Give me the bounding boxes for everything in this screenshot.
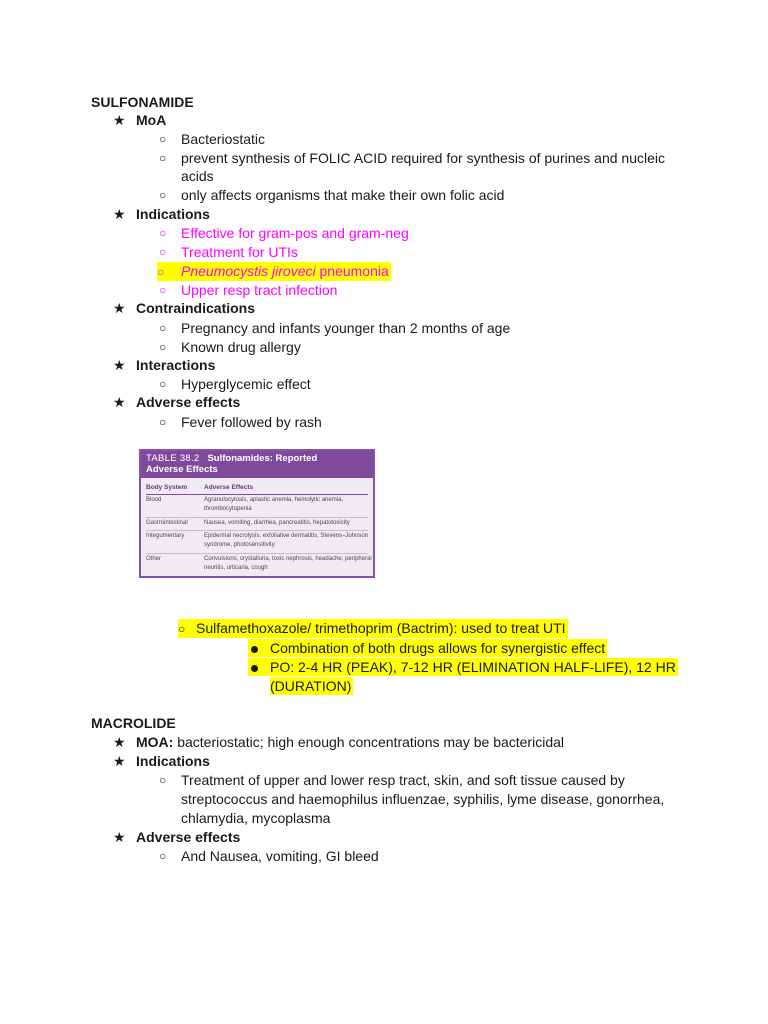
circle-bullet-icon: ○ bbox=[159, 132, 167, 146]
bactrim-item bbox=[178, 619, 568, 638]
table-header bbox=[141, 451, 373, 478]
indication-item: Effective for gram-pos and gram-neg bbox=[181, 225, 409, 241]
moa-item: Bacteriostatic bbox=[181, 131, 266, 147]
macrolide-adverse-item: And Nausea, vomiting, GI bleed bbox=[181, 848, 379, 864]
star-bullet-icon: ★ bbox=[113, 206, 126, 222]
table-row bbox=[146, 495, 368, 518]
macrolide-adverse-heading: Adverse effects bbox=[136, 829, 241, 845]
star-bullet-icon: ★ bbox=[113, 357, 126, 373]
table-number: TABLE 38.2 bbox=[146, 453, 200, 464]
bactrim-subitem-text: PO: 2-4 HR (PEAK), 7-12 HR (ELIMINATION HALF-LIFE), 12 HR bbox=[270, 659, 676, 675]
table-cell-system: Gastrointestinal bbox=[146, 520, 188, 526]
circle-bullet-icon: ○ bbox=[159, 773, 167, 787]
filled-bullet-icon bbox=[251, 665, 258, 672]
contraindication-item: Known drug allergy bbox=[181, 339, 301, 355]
moa-item-continued: acids bbox=[181, 168, 214, 184]
macrolide-moa-label: MOA: bbox=[136, 734, 174, 750]
bactrim-subitem-text: Combination of both drugs allows for synergistic effect bbox=[270, 640, 606, 656]
circle-bullet-icon: ○ bbox=[178, 622, 186, 636]
macrolide-indication-line: streptococcus and haemophilus influenzae, syphilis, lyme disease, gonorrhea, bbox=[181, 791, 665, 807]
indication-item: Treatment for UTIs bbox=[181, 244, 298, 260]
bactrim-subitem bbox=[248, 639, 607, 657]
star-bullet-icon: ★ bbox=[113, 753, 126, 769]
interactions-heading: Interactions bbox=[136, 357, 216, 373]
circle-bullet-icon: ○ bbox=[157, 265, 165, 279]
table-row bbox=[146, 531, 368, 554]
circle-bullet-icon: ○ bbox=[159, 188, 167, 202]
column-header-body-system: Body System bbox=[146, 484, 188, 491]
circle-bullet-icon: ○ bbox=[159, 849, 167, 863]
contraindication-item: Pregnancy and infants younger than 2 months of age bbox=[181, 320, 511, 336]
circle-bullet-icon: ○ bbox=[159, 377, 167, 391]
bactrim-subitem bbox=[248, 658, 678, 676]
bactrim-text: Sulfamethoxazole/ trimethoprim (Bactrim): used to treat UTI bbox=[196, 620, 566, 636]
macrolide-indication-line: Treatment of upper and lower resp tract, skin, and soft tissue caused by bbox=[181, 772, 625, 788]
circle-bullet-icon: ○ bbox=[159, 415, 167, 429]
table-cell-system: Integumentary bbox=[146, 533, 185, 539]
section-title-sulfonamide: SULFONAMIDE bbox=[91, 94, 194, 110]
table-cell-system: Other bbox=[146, 556, 162, 562]
column-header-adverse-effects: Adverse Effects bbox=[204, 484, 254, 491]
adverse-effects-table bbox=[139, 449, 375, 578]
circle-bullet-icon: ○ bbox=[159, 340, 167, 354]
table-cell-effects: Agranulocytosis, aplastic anemia, hemolytic anemia, thrombocytopenia bbox=[204, 497, 344, 512]
macrolide-indications-heading: Indications bbox=[136, 753, 210, 769]
table-cell-effects: Convulsions, crystalluria, toxic nephrosis, headache, peripheral neuritis, urticaria, cough bbox=[204, 556, 372, 571]
indication-suffix: pneumonia bbox=[315, 263, 389, 279]
indication-item: Upper resp tract infection bbox=[181, 282, 338, 298]
star-bullet-icon: ★ bbox=[113, 734, 126, 750]
circle-bullet-icon: ○ bbox=[159, 283, 167, 297]
organism-name: Pneumocystis jiroveci bbox=[181, 263, 316, 279]
moa-item: prevent synthesis of FOLIC ACID required for synthesis of purines and nucleic bbox=[181, 150, 666, 166]
star-bullet-icon: ★ bbox=[113, 829, 126, 845]
contraindications-heading: Contraindications bbox=[136, 300, 256, 316]
star-bullet-icon: ★ bbox=[113, 112, 126, 128]
table-cell-effects: Nausea, vomiting, diarrhea, pancreatitis, hepatotoxicity bbox=[204, 520, 350, 526]
bactrim-subitem-continued: (DURATION) bbox=[270, 678, 352, 694]
table-cell-effects: Epidermal necrolysis, exfoliative dermatitis, Stevens–Johnson syndrome, photosensitivity bbox=[204, 533, 369, 548]
table-row bbox=[146, 554, 372, 575]
macrolide-moa bbox=[136, 733, 564, 751]
moa-heading: MoA bbox=[136, 112, 167, 128]
indications-heading: Indications bbox=[136, 206, 210, 222]
circle-bullet-icon: ○ bbox=[159, 226, 167, 240]
table-row bbox=[146, 518, 368, 531]
adverse-effect-item: Fever followed by rash bbox=[181, 414, 322, 430]
interaction-item: Hyperglycemic effect bbox=[181, 376, 311, 392]
adverse-effects-heading: Adverse effects bbox=[136, 394, 241, 410]
circle-bullet-icon: ○ bbox=[159, 245, 167, 259]
indication-item-highlighted bbox=[157, 262, 391, 281]
circle-bullet-icon: ○ bbox=[159, 321, 167, 335]
macrolide-moa-text: bacteriostatic; high enough concentrations may be bactericidal bbox=[173, 734, 565, 750]
table-title: Sulfonamides: Reported bbox=[207, 453, 318, 464]
table-column-headers bbox=[146, 482, 368, 495]
filled-bullet-icon bbox=[251, 646, 258, 653]
section-title-macrolide: MACROLIDE bbox=[91, 715, 176, 731]
star-bullet-icon: ★ bbox=[113, 394, 126, 410]
table-cell-system: Blood bbox=[146, 497, 162, 503]
circle-bullet-icon: ○ bbox=[159, 151, 167, 165]
moa-item: only affects organisms that make their own folic acid bbox=[181, 187, 505, 203]
table-title-line2: Adverse Effects bbox=[146, 464, 218, 475]
star-bullet-icon: ★ bbox=[113, 300, 126, 316]
macrolide-indication-line: chlamydia, mycoplasma bbox=[181, 810, 331, 826]
